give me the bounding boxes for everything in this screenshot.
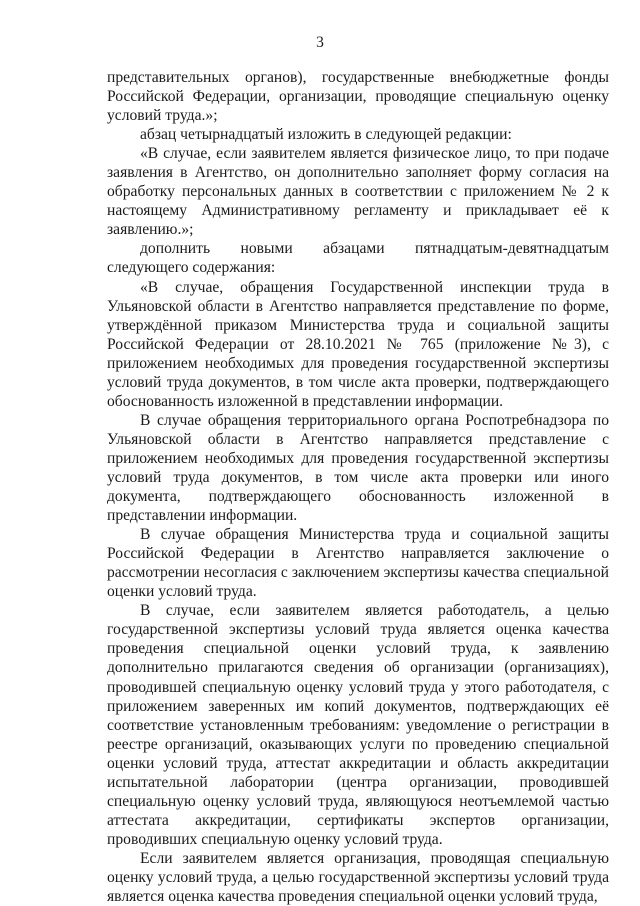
paragraph-rospotrebnadzor: В случае обращения территориального органа Роспотребнадзора по Ульяновской области в Агентство направляется представление с приложением необходимых для проведения государственной экспертизы условий труда документов, в том числе акта проверки или иного документа, подтверждающего обоснованность изложенной в представлении информации. (107, 411, 609, 525)
paragraph-instruction-add: дополнить новыми абзацами пятнадцатым-девятнадцатым следующего содержания: (107, 240, 609, 277)
paragraph-ministry-labor: В случае обращения Министерства труда и социальной защиты Российской Федерации в Агентство направляется заключение о рассмотрении несогласия с заключением экспертизы качества специальной оценки условий труда. (107, 526, 609, 601)
paragraph-employer: В случае, если заявителем является работодатель, а целью государственной экспертизы условий труда является оценка качества проведения специальной оценки условий труда, к заявлению дополнительно прилагаются сведения об организации (организациях), проводившей специальную оценку условий труда у этого работодателя, с приложением заверенных им копий документов, подтверждающих её соответствие установленным требованиям: уведомление о регистрации в реестре организаций, оказывающих услуги по проведению специальной оценки условий труда, аттестат аккредитации и область аккредитации испытательной лаборатории (центра организации, проводившей специальную оценку условий труда, являющуюся неотъемлемой частью аттестата аккредитации, сертификаты экспертов организации, проводивших специальную оценку условий труда. (107, 602, 609, 848)
paragraph-assessment-organization: Если заявителем является организация, проводящая специальную оценку условий труда, а целью государственной экспертизы условий труда является оценка качества проведения специальной оценки условий труда, (107, 849, 609, 906)
paragraph-labor-inspection: «В случае, обращения Государственной инспекции труда в Ульяновской области в Агентство направляется представление по форме, утверждённой приказом Министерства труда и социальной защиты Российской Федерации от 28.10.2021 № 765 (приложение №3), с приложением необходимых для проведения государственной экспертизы условий труда документов, в том числе акта проверки, подтверждающего обоснованность изложенной в представлении информации. (107, 278, 609, 410)
page-number: 3 (316, 34, 324, 51)
document-body (107, 68, 609, 906)
paragraph-new-fourteenth: «В случае, если заявителем является физическое лицо, то при подаче заявления в Агентство, он дополнительно заполняет форму согласия на обработку персональных данных в соответствии с приложением № 2 к настоящему Административному регламенту и прикладывает её к заявлению.»; (107, 145, 609, 239)
paragraph-continuation: представительных органов), государственные внебюджетные фонды Российской Федерации, организации, проводящие специальную оценку условий труда.»; (107, 69, 609, 125)
paragraph-instruction-fourteenth: абзац четырнадцатый изложить в следующей редакции: (140, 126, 512, 144)
